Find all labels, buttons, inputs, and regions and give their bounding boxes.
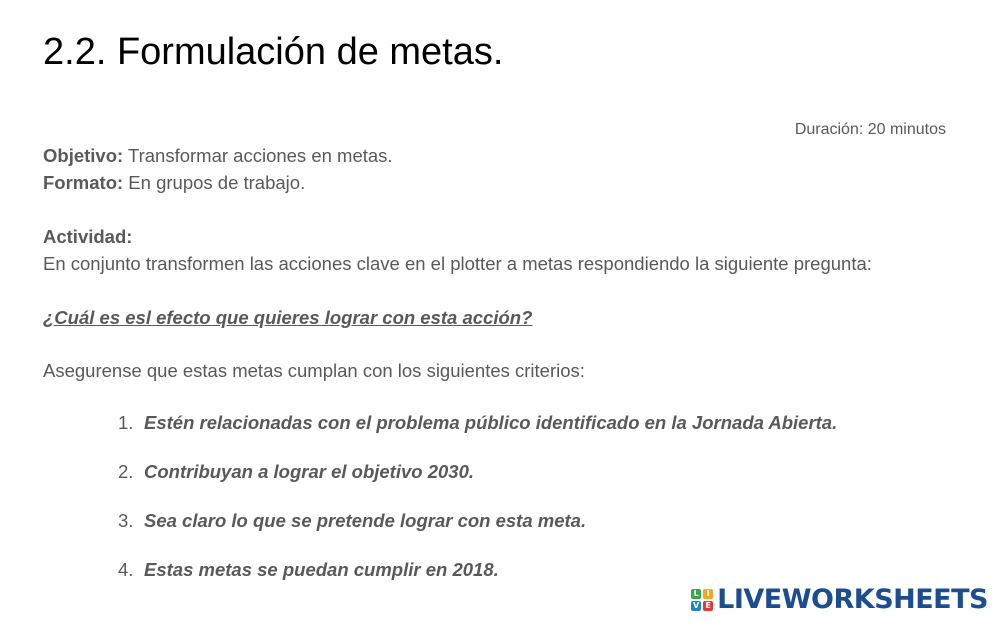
activity-heading [43,226,132,248]
criteria-number: 2. [118,461,134,482]
logo-tile: E [703,601,713,611]
criteria-text: Contribuyan a lograr el objetivo 2030. [144,461,475,482]
duration-label: Duración: 20 minutos [794,121,946,138]
criteria-text: Estas metas se puedan cumplir en 2018. [144,559,499,580]
liveworksheets-icon [691,589,713,611]
logo-tile: V [693,600,700,610]
criteria-item [118,461,837,510]
guiding-question: ¿Cuál es esl efecto que quieres lograr con esta acción? [43,307,533,328]
logo-tile: I [703,589,713,599]
criteria-item [118,412,837,461]
liveworksheets-logo [691,584,988,615]
criteria-number: 4. [118,559,134,580]
format-text: En grupos de trabajo. [123,172,306,193]
format-label: Formato: [43,172,124,193]
criteria-intro: Asegurense que estas metas cumplan con los siguientes criterios: [43,360,585,381]
page-title: 2.2. Formulación de metas. [43,31,504,73]
criteria-number: 3. [118,510,134,531]
objective-text: Transformar acciones en metas. [123,145,393,166]
criteria-item [118,510,837,559]
format-line [43,172,305,194]
objective-label: Objetivo: [43,145,124,166]
criteria-text: Estén relacionadas con el problema público identificado en la Jornada Abierta. [144,412,838,433]
activity-label: Actividad: [43,226,133,247]
logo-tile: L [691,589,701,599]
logo-text: LIVEWORKSHEETS [717,584,988,615]
activity-text: En conjunto transformen las acciones clave en el plotter a metas respondiendo la siguiente pregunta: [43,253,872,274]
objective-line [43,145,393,167]
criteria-text: Sea claro lo que se pretende lograr con esta meta. [144,510,587,531]
criteria-list [118,412,837,608]
criteria-number: 1. [118,412,134,433]
